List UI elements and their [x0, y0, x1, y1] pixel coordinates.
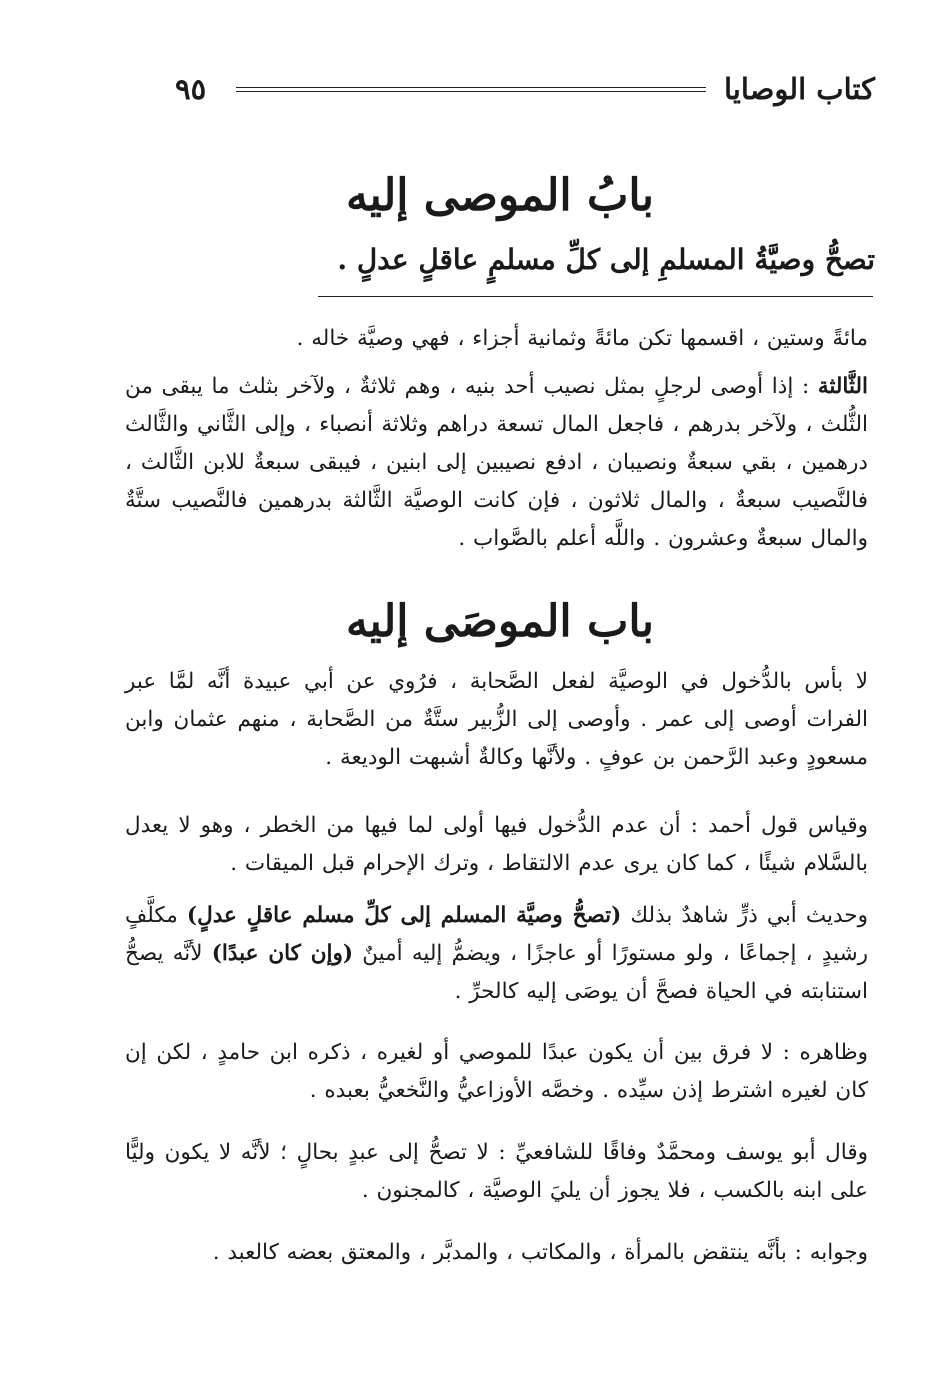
section-heading-commentary: باب الموصَى إليه: [345, 596, 655, 647]
paragraph-continuation: مائةً وستين ، اقسمها تكن مائةً وثمانية أجزاء ، فهي وصيَّة خاله .: [296, 326, 868, 351]
paragraph: وظاهره : لا فرق بين أن يكون عبدًا للموصي أو لغيره ، ذكره ابن حامدٍ ، لكن إن كان لغيره اشترط إذن سيِّده . وخصَّه الأوزاعيُّ والنَّخعيُّ بعبده .: [125, 1040, 868, 1103]
matn-quote: (تصحُّ وصيَّة المسلم إلى كلِّ مسلم عاقلٍ عدلٍ): [186, 903, 622, 928]
paragraph-text: وحديث أبي ذرٍّ شاهدٌ بذلك: [621, 903, 868, 928]
paragraph-lead-word: الثَّالثة: [817, 374, 868, 399]
paragraph-text: مكلَّفٍ رشيدٍ ، إجماعًا ، ولو مستورًا أو عاجزًا ، ويضمُّ إليه أمينٌ: [125, 903, 869, 966]
page-number: ٩٥: [175, 72, 207, 106]
paragraph-with-matn: [125, 897, 868, 1011]
page-header: [175, 66, 875, 112]
matn-text: تصحُّ وصيَّةُ المسلمِ إلى كلِّ مسلمٍ عاقلٍ عدلٍ .: [337, 243, 875, 276]
paragraph-body: : إذا أوصى لرجلٍ بمثل نصيب أحد بنيه ، وهم ثلاثةٌ ، ولآخر بثلث ما يبقى من الثُّلث ، ولآخر بدرهم ، فاجعل المال تسعة دراهم وثلاثة أنصباء ، وإلى الثَّاني والثَّالث درهمين ، بقي سبعةٌ ونصيبان ، ادفع نصيبين إلى ابنين ، فيبقى سبعةٌ للابن الثَّالث ، فالنَّصيب سبعةٌ ، والمال ثلاثون ، فإن كانت الوصيَّة الثَّالثة بدرهمين فالنَّصيب ستَّةٌ والمال سبعةٌ وعشرون . واللَّه أعلم بالصَّواب .: [125, 374, 868, 551]
paragraph: لا بأس بالدُّخول في الوصيَّة لفعل الصَّحابة ، فرُوي عن أبي عبيدة أنَّه لمَّا عبر الفرات أوصى إلى عمر . وأوصى إلى الزُّبير ستَّةٌ من الصَّحابة ، منهم عثمان وابن مسعودٍ وعبد الرَّحمن بن عوفٍ . ولأنَّها وكالةٌ أشبهت الوديعة .: [125, 669, 868, 770]
paragraph: وجوابه : بأنَّه ينتقض بالمرأة ، والمكاتب ، والمدبَّر ، والمعتق بعضه كالعبد .: [212, 1240, 868, 1265]
header-rule: [236, 87, 706, 92]
paragraph: وقياس قول أحمد : أن عدم الدُّخول فيها أولى لما فيها من الخطر ، وهو لا يعدل بالسَّلام شيئًا ، كما كان يرى عدم الالتقاط ، وترك الإحرام قبل الميقات .: [125, 813, 868, 876]
running-title: كتاب الوصايا: [723, 72, 875, 106]
paragraph-third-case: [125, 368, 868, 558]
section-heading-main: بابُ الموصى إليه: [345, 170, 655, 221]
matn-quote: (وإن كان عبدًا): [211, 941, 354, 966]
matn-divider: [318, 296, 873, 297]
paragraph: وقال أبو يوسف ومحمَّدٌ وفاقًا للشافعيِّ : لا تصحُّ إلى عبدٍ بحالٍ ؛ لأنَّه لا يكون وليًّا على ابنه بالكسب ، فلا يجوز أن يليَ الوصيَّة ، كالمجنون .: [125, 1140, 868, 1203]
paragraph-text: لأنَّه يصحُّ استنابته في الحياة فصحَّ أن يوصَى إليه كالحرِّ .: [125, 941, 868, 1004]
